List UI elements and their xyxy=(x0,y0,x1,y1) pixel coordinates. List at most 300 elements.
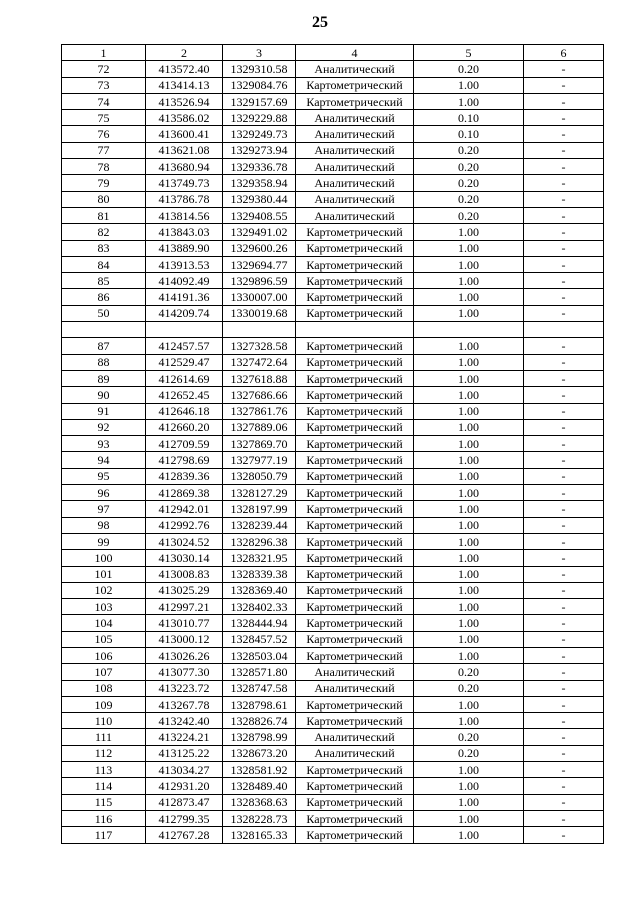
accuracy-cell: 1.00 xyxy=(414,289,524,305)
x-coordinate-cell: 412799.35 xyxy=(146,810,223,826)
accuracy-cell: 1.00 xyxy=(414,485,524,501)
x-coordinate-cell: 413843.03 xyxy=(146,224,223,240)
note-cell: - xyxy=(524,354,604,370)
x-coordinate-cell: 413000.12 xyxy=(146,631,223,647)
y-coordinate-cell: 1327618.88 xyxy=(223,370,296,386)
method-cell: Аналитический xyxy=(296,191,414,207)
method-cell: Картометрический xyxy=(296,827,414,843)
accuracy-cell: 1.00 xyxy=(414,794,524,810)
table-row xyxy=(62,142,604,158)
accuracy-cell: 1.00 xyxy=(414,256,524,272)
accuracy-cell: 1.00 xyxy=(414,224,524,240)
method-cell: Картометрический xyxy=(296,566,414,582)
method-cell: Картометрический xyxy=(296,370,414,386)
table-row xyxy=(62,631,604,647)
note-cell: - xyxy=(524,485,604,501)
accuracy-cell: 1.00 xyxy=(414,501,524,517)
table-row xyxy=(62,827,604,843)
point-number-cell: 104 xyxy=(62,615,146,631)
note-cell: - xyxy=(524,647,604,663)
point-number-cell: 90 xyxy=(62,387,146,403)
y-coordinate-cell: 1328798.99 xyxy=(223,729,296,745)
x-coordinate-cell: 413242.40 xyxy=(146,713,223,729)
y-coordinate-cell: 1329380.44 xyxy=(223,191,296,207)
method-cell: Картометрический xyxy=(296,647,414,663)
x-coordinate-cell xyxy=(146,322,223,338)
y-coordinate-cell: 1328321.95 xyxy=(223,550,296,566)
method-cell: Картометрический xyxy=(296,533,414,549)
accuracy-cell: 1.00 xyxy=(414,696,524,712)
method-cell: Аналитический xyxy=(296,175,414,191)
accuracy-cell: 1.00 xyxy=(414,419,524,435)
y-coordinate-cell: 1330007.00 xyxy=(223,289,296,305)
method-cell: Картометрический xyxy=(296,810,414,826)
x-coordinate-cell: 412869.38 xyxy=(146,485,223,501)
note-cell: - xyxy=(524,696,604,712)
accuracy-cell: 1.00 xyxy=(414,305,524,321)
note-cell xyxy=(524,322,604,338)
note-cell: - xyxy=(524,827,604,843)
accuracy-cell: 1.00 xyxy=(414,827,524,843)
point-number-cell: 98 xyxy=(62,517,146,533)
y-coordinate-cell: 1328197.99 xyxy=(223,501,296,517)
table-row xyxy=(62,517,604,533)
point-number-cell: 101 xyxy=(62,566,146,582)
method-cell: Аналитический xyxy=(296,110,414,126)
note-cell: - xyxy=(524,403,604,419)
method-cell: Картометрический xyxy=(296,305,414,321)
point-number-cell: 94 xyxy=(62,452,146,468)
y-coordinate-cell: 1330019.68 xyxy=(223,305,296,321)
accuracy-cell: 1.00 xyxy=(414,647,524,663)
accuracy-cell: 1.00 xyxy=(414,713,524,729)
accuracy-cell: 0.20 xyxy=(414,191,524,207)
y-coordinate-cell: 1327686.66 xyxy=(223,387,296,403)
note-cell: - xyxy=(524,289,604,305)
x-coordinate-cell: 413223.72 xyxy=(146,680,223,696)
table-row xyxy=(62,778,604,794)
note-cell: - xyxy=(524,550,604,566)
note-cell: - xyxy=(524,436,604,452)
y-coordinate-cell: 1328503.04 xyxy=(223,647,296,663)
point-number-cell: 73 xyxy=(62,77,146,93)
x-coordinate-cell: 413786.78 xyxy=(146,191,223,207)
note-cell: - xyxy=(524,338,604,354)
table-row xyxy=(62,126,604,142)
x-coordinate-cell: 412767.28 xyxy=(146,827,223,843)
accuracy-cell: 0.20 xyxy=(414,745,524,761)
x-coordinate-cell: 413224.21 xyxy=(146,729,223,745)
table-row xyxy=(62,403,604,419)
table-row xyxy=(62,370,604,386)
method-cell: Картометрический xyxy=(296,517,414,533)
point-number-cell: 95 xyxy=(62,468,146,484)
method-cell: Картометрический xyxy=(296,387,414,403)
method-cell: Картометрический xyxy=(296,452,414,468)
note-cell: - xyxy=(524,452,604,468)
x-coordinate-cell: 413010.77 xyxy=(146,615,223,631)
y-coordinate-cell: 1329408.55 xyxy=(223,207,296,223)
note-cell: - xyxy=(524,468,604,484)
accuracy-cell: 1.00 xyxy=(414,354,524,370)
table-row xyxy=(62,436,604,452)
point-number-cell: 108 xyxy=(62,680,146,696)
method-cell: Картометрический xyxy=(296,354,414,370)
method-cell: Аналитический xyxy=(296,126,414,142)
y-coordinate-cell: 1328296.38 xyxy=(223,533,296,549)
table-row xyxy=(62,256,604,272)
y-coordinate-cell: 1328369.40 xyxy=(223,582,296,598)
note-cell: - xyxy=(524,599,604,615)
y-coordinate-cell: 1328571.80 xyxy=(223,664,296,680)
accuracy-cell: 0.20 xyxy=(414,664,524,680)
method-cell: Аналитический xyxy=(296,729,414,745)
note-cell: - xyxy=(524,566,604,582)
note-cell: - xyxy=(524,615,604,631)
y-coordinate-cell: 1327861.76 xyxy=(223,403,296,419)
column-header: 3 xyxy=(223,45,296,61)
x-coordinate-cell: 413267.78 xyxy=(146,696,223,712)
point-number-cell: 102 xyxy=(62,582,146,598)
note-cell: - xyxy=(524,762,604,778)
note-cell: - xyxy=(524,729,604,745)
method-cell: Картометрический xyxy=(296,762,414,778)
point-number-cell: 50 xyxy=(62,305,146,321)
point-number-cell: 99 xyxy=(62,533,146,549)
note-cell: - xyxy=(524,501,604,517)
table-row xyxy=(62,680,604,696)
accuracy-cell: 1.00 xyxy=(414,582,524,598)
point-number-cell: 106 xyxy=(62,647,146,663)
note-cell: - xyxy=(524,387,604,403)
accuracy-cell: 1.00 xyxy=(414,533,524,549)
point-number-cell: 79 xyxy=(62,175,146,191)
note-cell: - xyxy=(524,533,604,549)
y-coordinate-cell: 1328228.73 xyxy=(223,810,296,826)
accuracy-cell: 1.00 xyxy=(414,273,524,289)
table-row xyxy=(62,501,604,517)
table-row xyxy=(62,354,604,370)
note-cell: - xyxy=(524,256,604,272)
method-cell: Аналитический xyxy=(296,664,414,680)
point-number-cell: 110 xyxy=(62,713,146,729)
note-cell: - xyxy=(524,713,604,729)
method-cell: Картометрический xyxy=(296,501,414,517)
note-cell: - xyxy=(524,778,604,794)
accuracy-cell: 1.00 xyxy=(414,370,524,386)
table-row xyxy=(62,664,604,680)
table-row xyxy=(62,582,604,598)
y-coordinate-cell: 1328339.38 xyxy=(223,566,296,582)
accuracy-cell: 1.00 xyxy=(414,778,524,794)
method-cell: Картометрический xyxy=(296,713,414,729)
x-coordinate-cell: 412931.20 xyxy=(146,778,223,794)
table-row xyxy=(62,419,604,435)
table-row xyxy=(62,175,604,191)
x-coordinate-cell: 413680.94 xyxy=(146,159,223,175)
table-row xyxy=(62,533,604,549)
note-cell: - xyxy=(524,810,604,826)
method-cell: Картометрический xyxy=(296,338,414,354)
point-number-cell: 116 xyxy=(62,810,146,826)
x-coordinate-cell: 413814.56 xyxy=(146,207,223,223)
method-cell: Картометрический xyxy=(296,436,414,452)
x-coordinate-cell: 412839.36 xyxy=(146,468,223,484)
note-cell: - xyxy=(524,794,604,810)
x-coordinate-cell: 413572.40 xyxy=(146,61,223,77)
x-coordinate-cell: 412614.69 xyxy=(146,370,223,386)
point-number-cell: 97 xyxy=(62,501,146,517)
y-coordinate-cell: 1327472.64 xyxy=(223,354,296,370)
table-row xyxy=(62,696,604,712)
accuracy-cell: 0.10 xyxy=(414,126,524,142)
x-coordinate-cell: 412660.20 xyxy=(146,419,223,435)
y-coordinate-cell: 1329491.02 xyxy=(223,224,296,240)
note-cell: - xyxy=(524,224,604,240)
y-coordinate-cell xyxy=(223,322,296,338)
method-cell: Картометрический xyxy=(296,273,414,289)
point-number-cell: 88 xyxy=(62,354,146,370)
method-cell: Аналитический xyxy=(296,142,414,158)
y-coordinate-cell: 1328747.58 xyxy=(223,680,296,696)
x-coordinate-cell: 413030.14 xyxy=(146,550,223,566)
x-coordinate-cell: 412457.57 xyxy=(146,338,223,354)
x-coordinate-cell: 412646.18 xyxy=(146,403,223,419)
x-coordinate-cell: 413024.52 xyxy=(146,533,223,549)
point-number-cell: 113 xyxy=(62,762,146,778)
y-coordinate-cell: 1328368.63 xyxy=(223,794,296,810)
note-cell: - xyxy=(524,745,604,761)
point-number-cell: 86 xyxy=(62,289,146,305)
note-cell: - xyxy=(524,631,604,647)
method-cell: Картометрический xyxy=(296,582,414,598)
note-cell: - xyxy=(524,77,604,93)
note-cell: - xyxy=(524,305,604,321)
point-number-cell: 100 xyxy=(62,550,146,566)
note-cell: - xyxy=(524,207,604,223)
y-coordinate-cell: 1329896.59 xyxy=(223,273,296,289)
table-row xyxy=(62,452,604,468)
accuracy-cell: 1.00 xyxy=(414,436,524,452)
table-row xyxy=(62,305,604,321)
note-cell: - xyxy=(524,370,604,386)
table-row xyxy=(62,93,604,109)
method-cell: Картометрический xyxy=(296,468,414,484)
note-cell: - xyxy=(524,273,604,289)
y-coordinate-cell: 1327869.70 xyxy=(223,436,296,452)
accuracy-cell: 1.00 xyxy=(414,810,524,826)
x-coordinate-cell: 412942.01 xyxy=(146,501,223,517)
table-row xyxy=(62,794,604,810)
table-row xyxy=(62,647,604,663)
x-coordinate-cell: 413414.13 xyxy=(146,77,223,93)
point-number-cell: 74 xyxy=(62,93,146,109)
method-cell: Картометрический xyxy=(296,224,414,240)
point-number-cell: 89 xyxy=(62,370,146,386)
method-cell: Картометрический xyxy=(296,403,414,419)
y-coordinate-cell: 1329336.78 xyxy=(223,159,296,175)
table-row xyxy=(62,762,604,778)
point-number-cell: 72 xyxy=(62,61,146,77)
table-row xyxy=(62,599,604,615)
point-number-cell: 114 xyxy=(62,778,146,794)
table-row xyxy=(62,207,604,223)
y-coordinate-cell: 1328165.33 xyxy=(223,827,296,843)
x-coordinate-cell: 414209.74 xyxy=(146,305,223,321)
point-number-cell: 96 xyxy=(62,485,146,501)
method-cell: Аналитический xyxy=(296,61,414,77)
point-number-cell: 117 xyxy=(62,827,146,843)
accuracy-cell: 0.20 xyxy=(414,729,524,745)
point-number-cell: 109 xyxy=(62,696,146,712)
note-cell: - xyxy=(524,664,604,680)
y-coordinate-cell: 1329600.26 xyxy=(223,240,296,256)
method-cell: Картометрический xyxy=(296,778,414,794)
point-number-cell: 107 xyxy=(62,664,146,680)
x-coordinate-cell: 413025.29 xyxy=(146,582,223,598)
table-row xyxy=(62,550,604,566)
column-header: 6 xyxy=(524,45,604,61)
x-coordinate-cell: 412529.47 xyxy=(146,354,223,370)
note-cell: - xyxy=(524,93,604,109)
column-header: 1 xyxy=(62,45,146,61)
note-cell: - xyxy=(524,582,604,598)
table-row xyxy=(62,810,604,826)
method-cell: Аналитический xyxy=(296,159,414,175)
table-row xyxy=(62,77,604,93)
note-cell: - xyxy=(524,191,604,207)
y-coordinate-cell: 1328127.29 xyxy=(223,485,296,501)
y-coordinate-cell: 1328402.33 xyxy=(223,599,296,615)
method-cell: Картометрический xyxy=(296,93,414,109)
x-coordinate-cell: 413125.22 xyxy=(146,745,223,761)
point-number-cell: 93 xyxy=(62,436,146,452)
method-cell: Картометрический xyxy=(296,256,414,272)
table-row xyxy=(62,322,604,338)
note-cell: - xyxy=(524,142,604,158)
accuracy-cell: 1.00 xyxy=(414,615,524,631)
note-cell: - xyxy=(524,110,604,126)
y-coordinate-cell: 1329694.77 xyxy=(223,256,296,272)
y-coordinate-cell: 1328457.52 xyxy=(223,631,296,647)
x-coordinate-cell: 413913.53 xyxy=(146,256,223,272)
accuracy-cell: 1.00 xyxy=(414,550,524,566)
method-cell: Аналитический xyxy=(296,745,414,761)
table-row xyxy=(62,289,604,305)
note-cell: - xyxy=(524,517,604,533)
y-coordinate-cell: 1329358.94 xyxy=(223,175,296,191)
y-coordinate-cell: 1328798.61 xyxy=(223,696,296,712)
point-number-cell: 91 xyxy=(62,403,146,419)
y-coordinate-cell: 1328444.94 xyxy=(223,615,296,631)
method-cell: Картометрический xyxy=(296,419,414,435)
accuracy-cell: 0.20 xyxy=(414,142,524,158)
coordinates-table xyxy=(61,44,604,844)
method-cell: Картометрический xyxy=(296,485,414,501)
table-row xyxy=(62,110,604,126)
method-cell xyxy=(296,322,414,338)
note-cell: - xyxy=(524,61,604,77)
x-coordinate-cell: 413077.30 xyxy=(146,664,223,680)
point-number-cell: 82 xyxy=(62,224,146,240)
y-coordinate-cell: 1329084.76 xyxy=(223,77,296,93)
x-coordinate-cell: 413526.94 xyxy=(146,93,223,109)
accuracy-cell: 1.00 xyxy=(414,387,524,403)
method-cell: Картометрический xyxy=(296,599,414,615)
point-number-cell: 87 xyxy=(62,338,146,354)
point-number-cell: 75 xyxy=(62,110,146,126)
table-row xyxy=(62,615,604,631)
x-coordinate-cell: 413889.90 xyxy=(146,240,223,256)
y-coordinate-cell: 1328050.79 xyxy=(223,468,296,484)
point-number-cell: 115 xyxy=(62,794,146,810)
x-coordinate-cell: 414092.49 xyxy=(146,273,223,289)
x-coordinate-cell: 413008.83 xyxy=(146,566,223,582)
table-row xyxy=(62,159,604,175)
accuracy-cell: 0.20 xyxy=(414,175,524,191)
table-body xyxy=(62,61,604,843)
accuracy-cell: 0.20 xyxy=(414,207,524,223)
table-row xyxy=(62,468,604,484)
note-cell: - xyxy=(524,680,604,696)
column-header: 4 xyxy=(296,45,414,61)
table-header-row xyxy=(62,45,604,61)
note-cell: - xyxy=(524,240,604,256)
y-coordinate-cell: 1327328.58 xyxy=(223,338,296,354)
method-cell: Картометрический xyxy=(296,289,414,305)
table-row xyxy=(62,566,604,582)
accuracy-cell: 1.00 xyxy=(414,566,524,582)
x-coordinate-cell: 412652.45 xyxy=(146,387,223,403)
method-cell: Картометрический xyxy=(296,550,414,566)
x-coordinate-cell: 412997.21 xyxy=(146,599,223,615)
method-cell: Аналитический xyxy=(296,207,414,223)
point-number-cell: 81 xyxy=(62,207,146,223)
table-row xyxy=(62,191,604,207)
point-number-cell: 78 xyxy=(62,159,146,175)
table-row xyxy=(62,745,604,761)
point-number-cell: 105 xyxy=(62,631,146,647)
table-row xyxy=(62,224,604,240)
x-coordinate-cell: 413586.02 xyxy=(146,110,223,126)
y-coordinate-cell: 1329310.58 xyxy=(223,61,296,77)
y-coordinate-cell: 1328239.44 xyxy=(223,517,296,533)
accuracy-cell xyxy=(414,322,524,338)
table-row xyxy=(62,240,604,256)
point-number-cell: 112 xyxy=(62,745,146,761)
point-number-cell xyxy=(62,322,146,338)
accuracy-cell: 1.00 xyxy=(414,338,524,354)
y-coordinate-cell: 1329273.94 xyxy=(223,142,296,158)
point-number-cell: 84 xyxy=(62,256,146,272)
accuracy-cell: 1.00 xyxy=(414,77,524,93)
accuracy-cell: 0.10 xyxy=(414,110,524,126)
accuracy-cell: 1.00 xyxy=(414,517,524,533)
table-row xyxy=(62,713,604,729)
y-coordinate-cell: 1328489.40 xyxy=(223,778,296,794)
accuracy-cell: 0.20 xyxy=(414,61,524,77)
accuracy-cell: 1.00 xyxy=(414,240,524,256)
y-coordinate-cell: 1327977.19 xyxy=(223,452,296,468)
point-number-cell: 85 xyxy=(62,273,146,289)
y-coordinate-cell: 1329157.69 xyxy=(223,93,296,109)
x-coordinate-cell: 413026.26 xyxy=(146,647,223,663)
table-row xyxy=(62,273,604,289)
point-number-cell: 111 xyxy=(62,729,146,745)
point-number-cell: 77 xyxy=(62,142,146,158)
x-coordinate-cell: 412798.69 xyxy=(146,452,223,468)
method-cell: Картометрический xyxy=(296,794,414,810)
